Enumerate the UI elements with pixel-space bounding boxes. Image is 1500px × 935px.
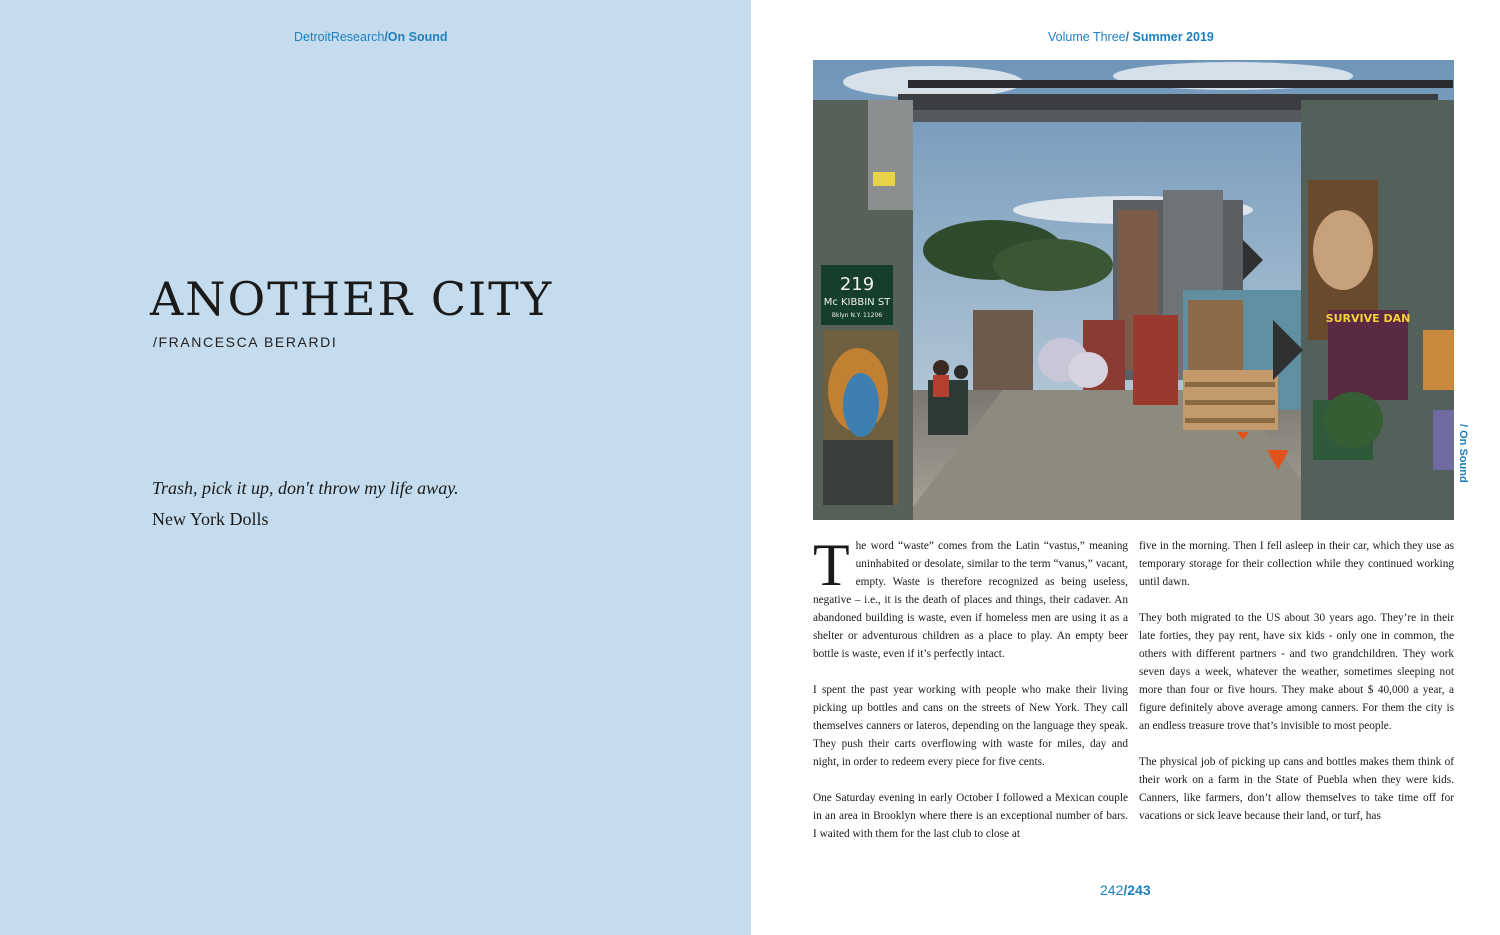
article-photo	[813, 60, 1454, 520]
side-section-label: / On Sound	[1457, 424, 1469, 483]
article-paragraph: I spent the past year working with people who make their living picking up bottles and cans on the streets of New York. They call themselves canners or lateros, depending on the language they speak. They push their carts overflowing with waste for miles, day and night, in order to redeem every piece for five cents.	[813, 684, 1128, 768]
section-name: /On Sound	[384, 30, 448, 44]
running-head-right	[1048, 30, 1214, 44]
epigraph-source: New York Dolls	[152, 509, 269, 529]
article-paragraph: The physical job of picking up cans and bottles makes them think of their work on a farm in the State of Puebla when they were kids. Canners, like farmers, don’t allow themselves to take time off for vacations or sick leave because their land, or turf, has	[1139, 756, 1454, 822]
article-title: ANOTHER CITY	[150, 272, 554, 326]
page-folio	[1100, 882, 1151, 898]
article-paragraph: They both migrated to the US about 30 years ago. They’re in their late forties, they pay rent, have six kids - only one in common, the others with different partners - and two grandchildren. They work seven days a week, whatever the weather, sometimes sleeping not more than four or five hours. They make about $ 40,000 a year, a figure definitely above average among canners. For them the city is an endless treasure trove that’s invisible to most people.	[1139, 612, 1454, 732]
article-paragraph: five in the morning. Then I fell asleep in their car, which they use as temporary storage for their collection while they continued working until dawn.	[1139, 540, 1454, 588]
issue-date: / Summer 2019	[1125, 30, 1214, 44]
article-column-1	[813, 532, 1128, 861]
article-column-2	[1139, 537, 1454, 843]
article-author: /FRANCESCA BERARDI	[153, 334, 338, 350]
page-number-right: /243	[1123, 882, 1151, 898]
photo-sign-number: 219	[839, 274, 875, 295]
running-head-left	[294, 30, 448, 44]
page-number-left: 242	[1100, 882, 1124, 898]
right-page	[751, 0, 1500, 935]
photo-sign-city: Bklyn N.Y. 11206	[831, 312, 883, 319]
drop-cap: T	[813, 532, 850, 598]
photo-wall-art-text: SURVIVE DAN	[1325, 312, 1411, 325]
article-paragraph: One Saturday evening in early October I followed a Mexican couple in an area in Brooklyn where there is an exceptional number of bars. I waited with them for the last club to close at	[813, 792, 1128, 840]
epigraph-quote: Trash, pick it up, don't throw my life away.	[152, 478, 459, 498]
volume-label: Volume Three	[1048, 30, 1126, 44]
photo-sign-street: Mc KIBBIN ST	[823, 297, 891, 308]
article-paragraph: The word “waste” comes from the Latin “vastus,” meaning uninhabited or desolate, similar to the term “vanus,” vacant, empty. Waste is therefore recognized as being useless, negative – i.e., it is the death of places and things, their cadaver. An abandoned building is waste, even if homeless men are using it as a shelter or adventurous children as a place to play. An empty beer bottle is waste, even if it’s perfectly intact.	[813, 532, 1128, 660]
publication-name: DetroitResearch	[294, 30, 385, 44]
